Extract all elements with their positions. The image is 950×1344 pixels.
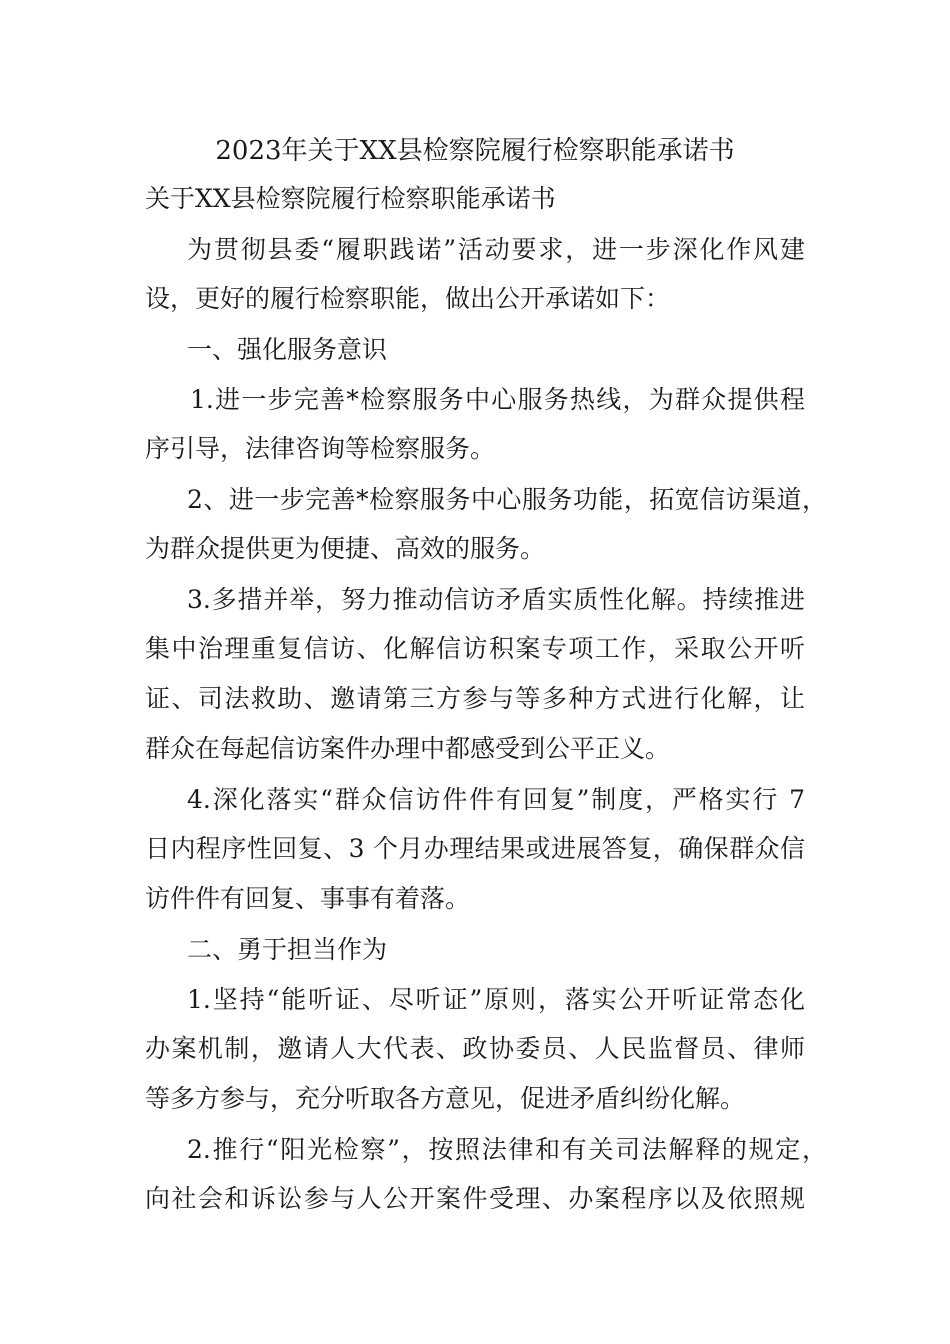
paragraph-line: 1.进一步完善*检察服务中心服务热线，为群众提供程 [190, 385, 805, 414]
paragraph-line: 3.多措并举，努力推动信访矛盾实质性化解。持续推进 [187, 585, 805, 614]
paragraph-line: 集中治理重复信访、化解信访积案专项工作，采取公开听 [145, 634, 805, 663]
paragraph-line: 群众在每起信访案件办理中都感受到公平正义。 [145, 734, 671, 763]
paragraph-line: 办案机制，邀请人大代表、政协委员、人民监督员、律师 [145, 1034, 805, 1063]
document-title: 2023年关于XX县检察院履行检察职能承诺书 [215, 136, 735, 166]
paragraph-line: 日内程序性回复、3 个月办理结果或进展答复，确保群众信 [145, 834, 805, 863]
paragraph-line: 向社会和诉讼参与人公开案件受理、办案程序以及依照规 [145, 1184, 805, 1213]
paragraph-line: 2.推行“阳光检察”，按照法律和有关司法解释的规定， [187, 1135, 827, 1164]
paragraph-line: 访件件有回复、事事有着落。 [145, 884, 471, 913]
paragraph-line: 为贯彻县委“履职践诺”活动要求，进一步深化作风建 [187, 235, 805, 264]
paragraph-line: 为群众提供更为便捷、高效的服务。 [145, 534, 546, 563]
paragraph-line: 证、司法救助、邀请第三方参与等多种方式进行化解，让 [145, 684, 805, 713]
paragraph-line: 2、进一步完善*检察服务中心服务功能，拓宽信访渠道， [187, 485, 827, 514]
paragraph-line: 1.坚持“能听证、尽听证”原则，落实公开听证常态化 [187, 985, 805, 1014]
paragraph-line: 序引导，法律咨询等检察服务。 [145, 434, 496, 463]
paragraph-line: 等多方参与，充分听取各方意见，促进矛盾纠纷化解。 [145, 1084, 746, 1113]
paragraph-line: 4.深化落实“群众信访件件有回复”制度，严格实行 7 [187, 785, 805, 814]
section-heading: 二、勇于担当作为 [187, 935, 388, 964]
section-heading: 一、强化服务意识 [187, 335, 388, 364]
paragraph-line: 设，更好的履行检察职能，做出公开承诺如下： [145, 284, 671, 313]
document-subtitle: 关于XX县检察院履行检察职能承诺书 [145, 184, 556, 213]
